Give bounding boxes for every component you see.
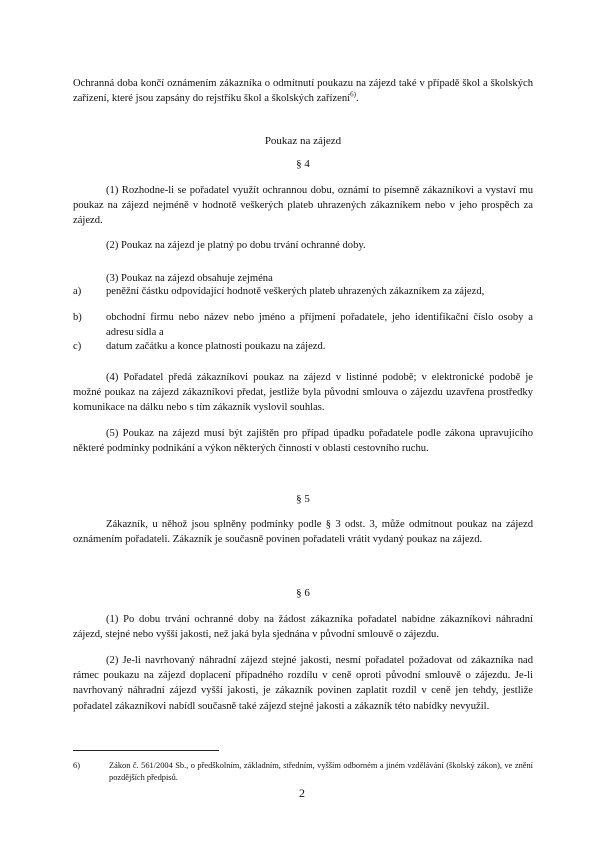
list-item-letter: c) [73, 341, 82, 352]
section-6-number: § 6 [296, 587, 310, 599]
footnote-mark: 6) [73, 761, 80, 770]
s4-paragraph-1: (1) Rozhodne-li se pořadatel využít ochrannou dobu, oznámí to písemně zákazníkovi a vystaví mu poukaz na zájezd nejméně v hodnotě veškerých plateb uhrazených zákazníkem nebo v jeho prospěch za zájezd. [73, 185, 533, 227]
s4-paragraph-2: (2) Poukaz na zájezd je platný po dobu trvání ochranné doby. [106, 240, 366, 251]
list-item-letter: b) [73, 312, 82, 323]
s4-paragraph-3: (3) Poukaz na zájezd obsahuje zejména [106, 273, 273, 284]
page-number: 2 [299, 786, 305, 800]
intro-text: Ochranná doba končí oznámením zákazníka o odmítnutí poukazu na zájezd také v případě škol a školských zařízení, které jsou zapsány do rejstříku škol a školských zařízení [73, 78, 533, 105]
s4-paragraph-4: (4) Pořadatel předá zákazníkovi poukaz na zájezd v listinné podobě; v elektronické podobě je možné poukaz na zájezd zákazníkovi předat, jestliže byla původní smlouva o zájezdu uzavřena prostředky komunikace na dálku nebo s tím zákazník vyslovil souhlas. [73, 372, 533, 414]
section-heading: Poukaz na zájezd [264, 135, 342, 147]
intro-paragraph [73, 76, 533, 106]
s4-paragraph-5: (5) Poukaz na zájezd musí být zajištěn pro případ úpadku pořadatele podle zákona upravujícího některé podmínky podnikání a výkon některých činností v oblasti cestovního ruchu. [73, 428, 533, 455]
list-item-text: obchodní firmu nebo název nebo jméno a příjmení pořadatele, jeho identifikační číslo osoby a adresu sídla a [106, 312, 533, 339]
footnote-divider [73, 750, 219, 751]
list-item-text: peněžní částku odpovídající hodnotě veškerých plateb uhrazených zákazníkem za zájezd, [106, 286, 485, 297]
section-5-number: § 5 [296, 493, 310, 505]
footnote-text: Zákon č. 561/2004 Sb., o předškolním, základním, středním, vyšším odborném a jiném vzdělávání (školský zákon), ve znění pozdějších předpisů. [109, 761, 533, 782]
list-item-text: datum začátku a konce platnosti poukazu na zájezd. [106, 341, 326, 352]
s6-paragraph-2: (2) Je-li navrhovaný náhradní zájezd stejné jakosti, nesmí pořadatel požadovat od zákazníka nad rámec poukazu na zájezd doplacení případného rozdílu v ceně oproti původní smlouvě o zájezdu. Je-li navrhovaný náhradní zájezd vyšší jakosti, je zákazník povinen zaplatit rozdíl v ceně jen tehdy, jestliže pořadatel zákazníkovi nabídl současně také zájezd stejné jakosti a zákazník této nabídky nevyužil. [73, 655, 533, 712]
s5-paragraph-1: Zákazník, u něhož jsou splněny podmínky podle § 3 odst. 3, může odmítnout poukaz na zájezd oznámením pořadateli. Zákazník je současně povinen pořadateli vrátit vydaný poukaz na zájezd. [73, 519, 533, 546]
section-4-number: § 4 [296, 158, 310, 170]
s6-paragraph-1: (1) Po dobu trvání ochranné doby na žádost zákazníka pořadatel nabídne zákazníkovi náhradní zájezd, stejné nebo vyšší jakosti, než jaká byla sjednána v původní smlouvě o zájezdu. [73, 614, 533, 641]
intro-end: . [355, 93, 359, 105]
list-item-letter: a) [73, 286, 82, 297]
footnote-ref: 6) [350, 90, 356, 99]
